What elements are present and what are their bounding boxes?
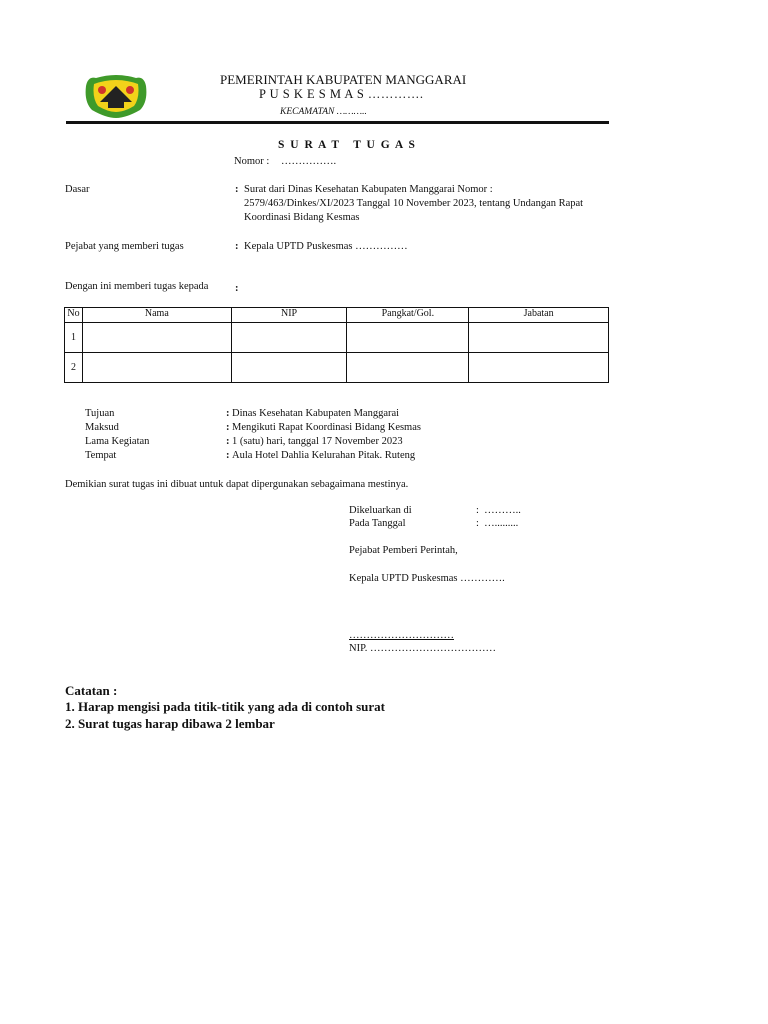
nomor-label: Nomor : xyxy=(234,156,270,167)
row-jabatan xyxy=(469,353,609,383)
issued-label: Dikeluarkan di xyxy=(349,505,412,516)
col-header-pangkat: Pangkat/Gol. xyxy=(347,308,469,323)
detail-label-tujuan: Tujuan xyxy=(85,408,115,419)
catatan-item-2: 2. Surat tugas harap dibawa 2 lembar xyxy=(65,716,275,731)
pejabat-colon: : xyxy=(235,241,239,252)
detail-label-maksud: Maksud xyxy=(85,422,119,433)
row-nip xyxy=(231,323,347,353)
row-pangkat xyxy=(347,353,469,383)
row-no: 2 xyxy=(65,353,83,383)
detail-value-tempat: Aula Hotel Dahlia Kelurahan Pitak. Ruteng xyxy=(232,450,416,461)
detail-value-tujuan: Dinas Kesehatan Kabupaten Manggarai xyxy=(232,408,400,419)
detail-value-maksud: Mengikuti Rapat Koordinasi Bidang Kesmas xyxy=(232,422,421,433)
detail-colon-lama: : xyxy=(226,436,230,447)
row-nama xyxy=(82,353,231,383)
signer-role: Pejabat Pemberi Perintah, xyxy=(349,545,458,556)
col-header-nama: Nama xyxy=(82,308,231,323)
date-label: Pada Tanggal xyxy=(349,518,406,529)
detail-colon-maksud: : xyxy=(226,422,230,433)
row-jabatan xyxy=(469,323,609,353)
dasar-label: Dasar xyxy=(65,184,90,195)
header-rule xyxy=(66,121,609,124)
signer-nip: NIP. ……………………………… xyxy=(349,643,497,654)
header-puskesmas: P U S K E S M A S …………. xyxy=(259,87,424,101)
table-header-row xyxy=(65,308,609,323)
dengan-label: Dengan ini memberi tugas kepada xyxy=(65,281,209,292)
row-nip xyxy=(231,353,347,383)
detail-colon-tempat: : xyxy=(226,450,230,461)
detail-colon-tujuan: : xyxy=(226,408,230,419)
catatan-item-1: 1. Harap mengisi pada titik-titik yang ada di contoh surat xyxy=(65,699,385,714)
col-header-jabatan: Jabatan xyxy=(469,308,609,323)
signer-position: Kepala UPTD Puskesmas …………. xyxy=(349,573,505,584)
row-no: 1 xyxy=(65,323,83,353)
pejabat-label: Pejabat yang memberi tugas xyxy=(65,241,184,252)
dasar-line-2: 2579/463/Dinkes/XI/2023 Tanggal 10 November 2023, tentang Undangan Rapat xyxy=(244,198,584,209)
document-title: S U R A T T U G A S xyxy=(278,139,417,151)
dasar-colon: : xyxy=(235,184,239,195)
dengan-colon: : xyxy=(235,283,239,294)
table-row xyxy=(65,323,609,353)
assignee-table xyxy=(64,307,609,383)
detail-value-lama: 1 (satu) hari, tanggal 17 November 2023 xyxy=(232,436,403,447)
nomor-value: ……………. xyxy=(281,156,337,167)
col-header-nip: NIP xyxy=(231,308,347,323)
pejabat-value: Kepala UPTD Puskesmas …………… xyxy=(244,241,408,252)
header-kecamatan: KECAMATAN ……….. xyxy=(280,107,367,117)
row-pangkat xyxy=(347,323,469,353)
row-nama xyxy=(82,323,231,353)
detail-label-tempat: Tempat xyxy=(85,450,117,461)
detail-label-lama: Lama Kegiatan xyxy=(85,436,150,447)
dasar-line-3: Koordinasi Bidang Kesmas xyxy=(244,212,360,223)
issued-value: : ……….. xyxy=(476,505,521,516)
closing-statement: Demikian surat tugas ini dibuat untuk dapat dipergunakan sebagaimana mestinya. xyxy=(65,479,409,490)
regency-logo xyxy=(82,72,150,120)
table-row xyxy=(65,353,609,383)
catatan-title: Catatan : xyxy=(65,683,118,698)
header-regency: PEMERINTAH KABUPATEN MANGGARAI xyxy=(220,72,467,87)
dasar-line-1: Surat dari Dinas Kesehatan Kabupaten Manggarai Nomor : xyxy=(244,184,493,195)
col-header-no: No xyxy=(65,308,83,323)
signer-name-line: ………………………… xyxy=(349,630,454,641)
date-value: : …......... xyxy=(476,518,519,529)
